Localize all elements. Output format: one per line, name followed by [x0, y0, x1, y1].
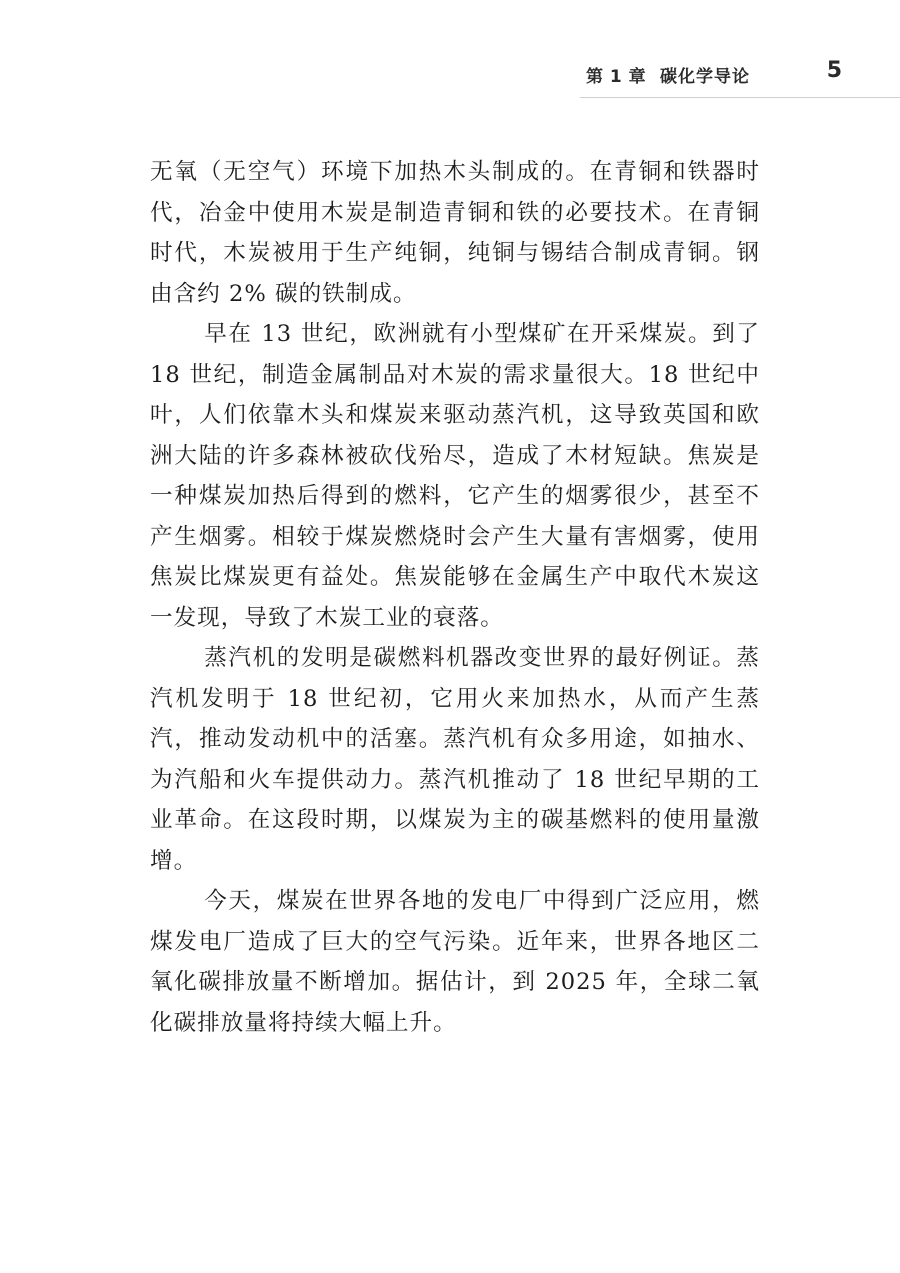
chapter-label: 第 1 章 — [586, 67, 647, 87]
chapter-title: 碳化学导论 — [660, 67, 750, 87]
paragraph-continued: 无氧（无空气）环境下加热木头制成的。在青铜和铁器时代，冶金中使用木炭是制造青铜和铁的必要技术。在青铜时代，木炭被用于生产纯铜，纯铜与锡结合制成青铜。钢由含约 2% 碳的铁制成。 — [150, 159, 760, 307]
paragraph-modern-emissions: 今天，煤炭在世界各地的发电厂中得到广泛应用，燃煤发电厂造成了巨大的空气污染。近年来，世界各地区二氧化碳排放量不断增加。据估计，到 2025 年，全球二氧化碳排放量将持续大幅上升。 — [150, 888, 760, 1036]
running-header — [580, 58, 842, 92]
paragraph-steam-engine: 蒸汽机的发明是碳燃料机器改变世界的最好例证。蒸汽机发明于 18 世纪初，它用火来加热水，从而产生蒸汽，推动发动机中的活塞。蒸汽机有众多用途，如抽水、为汽船和火车提供动力。蒸汽机推动了 18 世纪早期的工业革命。在这段时期，以煤炭为主的碳基燃料的使用量激增。 — [150, 645, 760, 874]
paragraph-coal-history: 早在 13 世纪，欧洲就有小型煤矿在开采煤炭。到了 18 世纪，制造金属制品对木炭的需求量很大。18 世纪中叶，人们依靠木头和煤炭来驱动蒸汽机，这导致英国和欧洲大陆的许多森林被砍伐殆尽，造成了木材短缺。焦炭是一种煤炭加热后得到的燃料，它产生的烟雾很少，甚至不产生烟雾。相较于煤炭燃烧时会产生大量有害烟雾，使用焦炭比煤炭更有益处。焦炭能够在金属生产中取代木炭这一发现，导致了木炭工业的衰落。 — [150, 321, 760, 631]
header-divider — [580, 97, 900, 98]
body-text — [150, 152, 760, 1043]
page-number: 5 — [826, 58, 842, 83]
